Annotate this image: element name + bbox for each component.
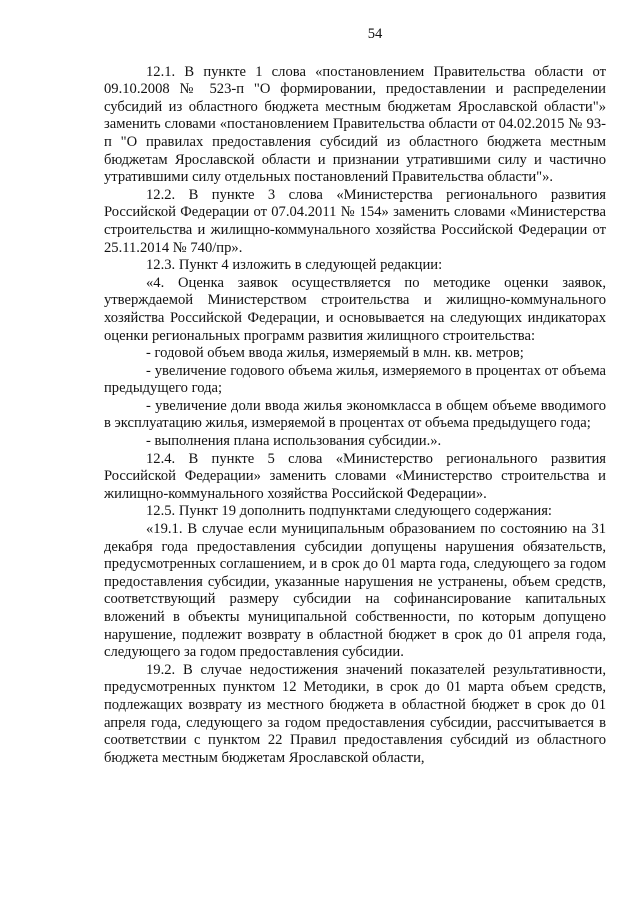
list-item-volume-increase: - увеличение годового объема жилья, измеряемого в процентах от объема предыдущего года;: [104, 362, 606, 397]
page-number: 54: [367, 26, 383, 42]
list-item-economy-share: - увеличение доли ввода жилья экономкласса в общем объеме вводимого в эксплуатацию жилья, измеряемой в процентах от объема предыдущего года;: [104, 397, 606, 432]
paragraph-12-4: 12.4. В пункте 5 слова «Министерство регионального развития Российской Федерации» заменить словами «Министерство строительства и жилищно-коммунального хозяйства Российской Федерации».: [104, 450, 606, 502]
document-body: [104, 64, 606, 768]
list-item-annual-volume: - годовой объем ввода жилья, измеряемый в млн. кв. метров;: [146, 345, 524, 362]
paragraph-19-1: «19.1. В случае если муниципальным образованием по состоянию на 31 декабря года предоставления субсидии допущены нарушения обязательств, предусмотренных соглашением, и в срок до 01 марта года, следующего за годом предоставления субсидии, указанные нарушения не устранены, объем средств, соответствующий размеру субсидии на софинансирование капитальных вложений в объекты муниципальной собственности, по которым допущено нарушение, подлежит возврату в областной бюджет в срок до 01 апреля года, следующего за годом предоставления субсидии.: [104, 521, 606, 661]
list-item-subsidy-plan: - выполнения плана использования субсидии.».: [146, 433, 442, 450]
paragraph-12-3: 12.3. Пункт 4 изложить в следующей редакции:: [146, 257, 443, 274]
paragraph-12-2: 12.2. В пункте 3 слова «Министерства регионального развития Российской Федерации от 07.04.2011 № 154» заменить словами «Министерства строительства и жилищно-коммунального хозяйства Российской Федерации от 25.11.2014 № 740/пр».: [104, 186, 606, 256]
paragraph-4-intro: «4. Оценка заявок осуществляется по методике оценки заявок, утверждаемой Министерством строительства и жилищно-коммунального хозяйства Российской Федерации, и основывается на следующих индикаторах оценки региональных программ развития жилищного строительства:: [104, 274, 606, 344]
paragraph-12-1: 12.1. В пункте 1 слова «постановлением Правительства области от 09.10.2008 № 523-п "О формировании, предоставлении и распределении субсидий из областного бюджета местным бюджетам Ярославской области"» заменить словами «постановлением Правительства области от 04.02.2015 № 93-п "О правилах предоставления субсидий из областного бюджета местным бюджетам Ярославской области и признании утратившими силу и частично утратившими силу отдельных постановлений Правительства области"».: [104, 63, 606, 186]
paragraph-19-2: 19.2. В случае недостижения значений показателей результативности, предусмотренных пунктом 12 Методики, в срок до 01 марта объем средств, подлежащих возврату из местного бюджета в областной бюджет в срок до 01 апреля года, следующего за годом предоставления субсидии, рассчитывается в соответствии с пунктом 22 Правил предоставления субсидий из областного бюджета местным бюджетам Ярославской области,: [104, 661, 606, 766]
paragraph-12-5: 12.5. Пункт 19 дополнить подпунктами следующего содержания:: [146, 503, 552, 520]
